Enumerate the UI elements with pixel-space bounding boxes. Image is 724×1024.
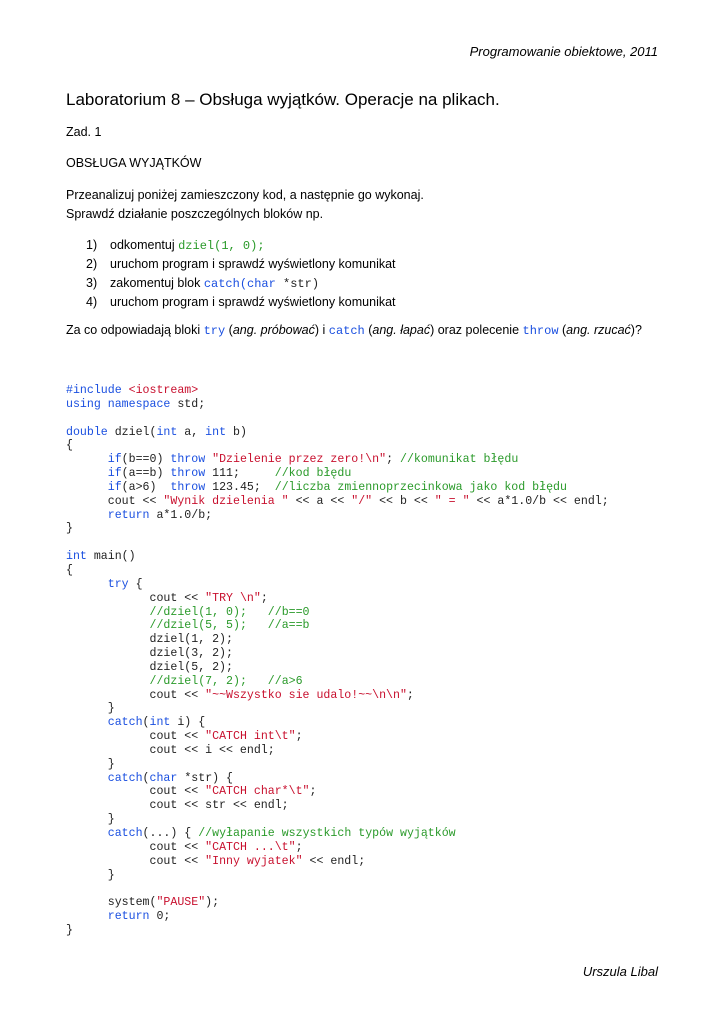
code-line xyxy=(66,592,609,606)
list-number: 1) xyxy=(86,238,98,252)
intro-line: Sprawdź działanie poszczególnych bloków np. xyxy=(66,207,324,221)
list-item xyxy=(86,274,396,293)
code-line xyxy=(66,509,609,523)
code-token: "CATCH int\t" xyxy=(205,730,296,744)
code-token xyxy=(66,606,150,619)
code-token: *str) { xyxy=(177,771,234,785)
steps-list xyxy=(86,236,396,312)
code-token: } xyxy=(66,757,115,771)
code-token xyxy=(66,481,108,494)
code-line xyxy=(66,453,609,467)
question-text: ( xyxy=(364,323,373,337)
code-token: <iostream> xyxy=(128,384,199,397)
question-text: Za co odpowiadają bloki xyxy=(66,323,204,337)
question-italic: ang. rzucać xyxy=(566,323,631,337)
code-token: "/" xyxy=(351,494,373,508)
code-token: (...) { xyxy=(142,827,199,840)
code-line xyxy=(66,384,609,398)
code-token: #include xyxy=(66,384,129,397)
code-line xyxy=(66,426,609,440)
list-number: 2) xyxy=(86,257,98,271)
intro-line: Przeanalizuj poniżej zamieszczony kod, a następnie go wykonaj. xyxy=(66,188,424,202)
code-line xyxy=(66,661,609,675)
code-line xyxy=(66,578,609,592)
code-token: { xyxy=(66,439,73,453)
code-token: main() xyxy=(86,550,136,564)
code-token: return xyxy=(107,910,150,924)
code-token: //dziel(1, 0); //b==0 xyxy=(149,605,310,619)
code-token: 123.45; xyxy=(205,480,275,494)
code-line xyxy=(66,827,609,841)
code-token: dziel(3, 2); xyxy=(66,647,233,661)
question-italic: ang. próbować xyxy=(232,323,315,337)
code-token: //kod błędu xyxy=(274,467,352,481)
code-token: cout << xyxy=(66,591,206,605)
code-line xyxy=(66,495,609,509)
code-token: ( xyxy=(142,771,150,785)
intro-paragraph xyxy=(66,186,424,224)
code-token: cout << xyxy=(66,854,206,868)
code-line xyxy=(66,398,609,412)
code-token xyxy=(66,675,150,688)
question-paragraph xyxy=(66,323,642,338)
code-token: std; xyxy=(170,397,206,411)
code-token: char xyxy=(149,771,178,785)
code-token: "Inny wyjatek" xyxy=(205,854,303,868)
code-token xyxy=(66,509,108,522)
code-token: ; xyxy=(386,453,400,467)
code-line xyxy=(66,730,609,744)
inline-code: dziel(1, 0); xyxy=(178,239,265,253)
code-line xyxy=(66,564,609,578)
code-token: cout << xyxy=(66,730,206,744)
list-number: 4) xyxy=(86,295,98,309)
code-token: " = " xyxy=(434,494,470,508)
code-token: //liczba zmiennoprzecinkowa jako kod błędu xyxy=(274,480,567,494)
list-number: 3) xyxy=(86,276,98,290)
code-token: //dziel(5, 5); //a==b xyxy=(149,619,310,633)
code-token: system( xyxy=(66,896,157,910)
code-token: cout << xyxy=(66,785,206,799)
code-token xyxy=(66,578,108,591)
code-token: "CATCH char*\t" xyxy=(205,785,310,799)
section-heading: OBSŁUGA WYJĄTKÓW xyxy=(66,156,202,170)
code-token: ); xyxy=(205,896,220,910)
code-token: dziel( xyxy=(107,425,157,439)
code-line xyxy=(66,924,609,938)
code-token: try xyxy=(107,577,129,591)
code-token: int xyxy=(156,425,178,439)
question-text: ) i xyxy=(314,323,329,337)
list-text: uruchom program i sprawdź wyświetlony komunikat xyxy=(110,295,396,309)
code-token: "Dzielenie przez zero!\n" xyxy=(212,453,387,467)
code-line xyxy=(66,536,609,550)
code-token: ; xyxy=(309,785,317,799)
code-line xyxy=(66,772,609,786)
code-token: int xyxy=(205,425,227,439)
code-line xyxy=(66,744,609,758)
code-token: catch xyxy=(107,771,143,785)
list-item xyxy=(86,236,396,255)
code-line xyxy=(66,813,609,827)
code-token: return xyxy=(107,508,150,522)
code-token: cout << str << endl; xyxy=(66,799,289,813)
list-text: uruchom program i sprawdź wyświetlony komunikat xyxy=(110,257,396,271)
code-token: double xyxy=(66,425,108,439)
code-line xyxy=(66,716,609,730)
code-line xyxy=(66,467,609,481)
code-line xyxy=(66,550,609,564)
code-token: //dziel(7, 2); //a>6 xyxy=(149,674,303,688)
list-text: zakomentuj blok xyxy=(110,276,201,290)
code-token: ; xyxy=(406,688,414,702)
code-line xyxy=(66,619,609,633)
question-italic: ang. łapać xyxy=(372,323,431,337)
code-token: << b << xyxy=(372,494,435,508)
code-token xyxy=(66,910,108,923)
task-label: Zad. 1 xyxy=(66,125,102,139)
code-line xyxy=(66,633,609,647)
code-token xyxy=(66,619,150,632)
code-token: 0; xyxy=(149,910,171,924)
code-token xyxy=(66,772,108,785)
code-token: "TRY \n" xyxy=(205,591,261,605)
code-token: "Wynik dzielenia " xyxy=(163,494,289,508)
code-token: } xyxy=(66,702,115,716)
code-line xyxy=(66,439,609,453)
code-token xyxy=(66,467,108,480)
code-listing xyxy=(66,384,609,938)
code-token: if xyxy=(107,453,122,467)
code-token: int xyxy=(149,716,171,730)
code-token: "CATCH ...\t" xyxy=(205,840,296,854)
code-token: } xyxy=(66,813,115,827)
question-text: )? xyxy=(630,323,642,337)
code-token: << endl; xyxy=(302,854,366,868)
code-token: } xyxy=(66,522,73,536)
code-token: i) { xyxy=(170,716,206,730)
code-token: << a << xyxy=(288,494,352,508)
code-token: if xyxy=(107,467,122,481)
code-token: catch xyxy=(107,716,143,730)
code-token: catch xyxy=(107,827,143,840)
code-line xyxy=(66,869,609,883)
code-token: (a==b) xyxy=(121,467,171,481)
code-token: } xyxy=(66,923,73,937)
code-line xyxy=(66,799,609,813)
code-line xyxy=(66,882,609,896)
code-token: ; xyxy=(295,840,303,854)
code-line xyxy=(66,841,609,855)
code-line xyxy=(66,758,609,772)
code-token xyxy=(66,453,108,466)
inline-code: catch(char xyxy=(203,277,276,291)
code-token: throw xyxy=(170,480,206,494)
code-line xyxy=(66,412,609,426)
code-token: throw xyxy=(170,467,206,481)
code-token: throw xyxy=(170,453,206,467)
code-token: //wyłapanie wszystkich typów wyjątków xyxy=(198,827,456,840)
code-line xyxy=(66,689,609,703)
code-line xyxy=(66,855,609,869)
code-token: dziel(5, 2); xyxy=(66,660,233,674)
code-token: //komunikat błędu xyxy=(400,453,519,467)
code-token: (b==0) xyxy=(121,453,171,467)
code-token: } xyxy=(66,868,115,882)
code-token: ; xyxy=(295,730,303,744)
code-line xyxy=(66,896,609,910)
code-token: { xyxy=(128,577,143,591)
code-token: if xyxy=(107,480,122,494)
code-line xyxy=(66,785,609,799)
code-token: cout << xyxy=(66,840,206,854)
list-item xyxy=(86,255,396,274)
inline-code: catch xyxy=(328,324,365,338)
page-header: Programowanie obiektowe, 2011 xyxy=(469,44,658,59)
code-line xyxy=(66,910,609,924)
page-footer: Urszula Libal xyxy=(582,964,658,979)
code-token: << a*1.0/b << endl; xyxy=(469,494,609,508)
code-line xyxy=(66,675,609,689)
code-token: dziel(1, 2); xyxy=(66,633,233,647)
code-token: ; xyxy=(260,591,268,605)
question-text: ( xyxy=(225,323,233,337)
code-token: { xyxy=(66,563,73,577)
code-token: "PAUSE" xyxy=(156,896,206,910)
code-line xyxy=(66,647,609,661)
code-token: int xyxy=(66,550,87,564)
code-token: a, xyxy=(177,425,206,439)
code-line xyxy=(66,481,609,495)
code-token: (a>6) xyxy=(121,480,171,494)
inline-code: throw xyxy=(522,324,559,338)
code-token: cout << xyxy=(66,688,206,702)
list-text: odkomentuj xyxy=(110,238,175,252)
list-item xyxy=(86,293,396,312)
question-text: ) oraz polecenie xyxy=(430,323,523,337)
page-title: Laboratorium 8 – Obsługa wyjątków. Operacje na plikach. xyxy=(66,90,500,109)
code-token: using namespace xyxy=(66,397,171,411)
code-line xyxy=(66,522,609,536)
code-token: cout << xyxy=(66,494,164,508)
code-token: a*1.0/b; xyxy=(149,508,213,522)
code-token: 111; xyxy=(205,467,275,481)
code-token: b) xyxy=(226,425,247,439)
code-line xyxy=(66,606,609,620)
code-token xyxy=(66,716,108,729)
inline-code: try xyxy=(203,324,226,338)
code-token: ( xyxy=(142,716,150,730)
question-text: ( xyxy=(558,323,567,337)
code-token: "~~Wszystko sie udalo!~~\n\n" xyxy=(205,688,407,702)
code-line xyxy=(66,702,609,716)
code-token: cout << i << endl; xyxy=(66,743,275,757)
inline-code: *str) xyxy=(275,277,320,291)
code-token xyxy=(66,827,108,840)
